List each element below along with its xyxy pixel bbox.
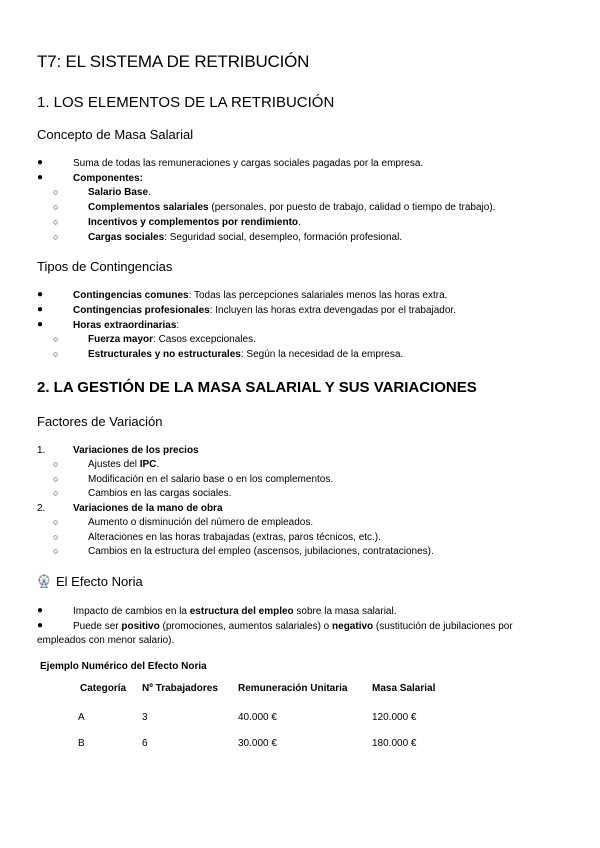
sub-list-item: Modificación en el salario base o en los complementos. [88,474,334,485]
table-cell: 6 [142,738,148,749]
table-cell: B [78,738,85,749]
table-cell: 30.000 € [238,738,277,749]
list-item: Contingencias profesionales: Incluyen las horas extra devengadas por el trabajador. [73,305,456,316]
noria-heading: El Efecto Noria [37,574,143,589]
sub-list-item: Alteraciones en las horas trabajadas (extras, paros técnicos, etc.). [88,532,381,543]
table-cell: 180.000 € [372,738,417,749]
ring-bullet-icon: ○ [53,459,59,469]
list-item-continuation: empleados con menor salario). [37,635,175,646]
tipos-heading: Tipos de Contingencias [37,259,173,274]
ring-bullet-icon: ○ [53,202,59,212]
factores-heading: Factores de Variación [37,414,163,429]
sub-list-item: Ajustes del IPC. [88,459,160,470]
ring-bullet-icon: ○ [53,488,59,498]
sub-list-item: Cargas sociales: Seguridad social, desempleo, formación profesional. [88,232,403,243]
column-header: Categoría [80,683,127,694]
list-item: Suma de todas las remuneraciones y cargas sociales pagadas por la empresa. [73,158,424,169]
sub-list-item: Cambios en las cargas sociales. [88,488,232,499]
sub-list-item: Complementos salariales (personales, por puesto de trabajo, calidad o tiempo de trabajo). [88,202,496,213]
list-item: Componentes: [73,173,143,184]
list-item: Impacto de cambios en la estructura del empleo sobre la masa salarial. [73,606,397,617]
table-cell: A [78,712,85,723]
ferris-wheel-icon [37,574,51,588]
section-1-heading: 1. LOS ELEMENTOS DE LA RETRIBUCIÓN [37,94,335,111]
bullet-icon: ● [37,157,44,168]
bullet-icon: ● [37,620,44,631]
bullet-icon: ● [37,172,44,183]
sub-list-item: Incentivos y complementos por rendimiento. [88,217,301,228]
list-number: 1. [37,445,46,456]
example-table [70,680,435,749]
sub-list-item: Cambios en la estructura del empleo (ascensos, jubilaciones, contrataciones). [88,546,434,557]
list-item: Variaciones de la mano de obra [73,503,223,514]
document-title: T7: EL SISTEMA DE RETRIBUCIÓN [37,52,310,71]
table-cell: 120.000 € [372,712,417,723]
list-item: Variaciones de los precios [73,445,199,456]
sub-list-item: Estructurales y no estructurales: Según la necesidad de la empresa. [88,349,404,360]
list-item: Puede ser positivo (promociones, aumentos salariales) o negativo (sustitución de jubilaciones por [73,621,513,632]
sub-list-item: Fuerza mayor: Casos excepcionales. [88,334,256,345]
list-item: Horas extraordinarias: [73,320,180,331]
ring-bullet-icon: ○ [53,517,59,527]
bullet-icon: ● [37,289,44,300]
bullet-icon: ● [37,319,44,330]
concepto-heading: Concepto de Masa Salarial [37,127,194,142]
sub-list-item: Aumento o disminución del número de empleados. [88,517,314,528]
ring-bullet-icon: ○ [53,474,59,484]
sub-list-item: Salario Base. [88,187,151,198]
ring-bullet-icon: ○ [53,187,59,197]
bullet-icon: ● [37,304,44,315]
table-cell: 40.000 € [238,712,277,723]
table-cell: 3 [142,712,148,723]
column-header: Nº Trabajadores [142,683,218,694]
ring-bullet-icon: ○ [53,532,59,542]
section-2-heading: 2. LA GESTIÓN DE LA MASA SALARIAL Y SUS VARIACIONES [37,379,477,396]
ring-bullet-icon: ○ [53,217,59,227]
column-header: Remuneración Unitaria [238,683,348,694]
ring-bullet-icon: ○ [53,334,59,344]
ring-bullet-icon: ○ [53,546,59,556]
ring-bullet-icon: ○ [53,232,59,242]
table-row [70,697,435,723]
bullet-icon: ● [37,605,44,616]
column-header: Masa Salarial [372,683,436,694]
list-item: Contingencias comunes: Todas las percepciones salariales menos las horas extra. [73,290,448,301]
table-header-row [70,680,435,697]
ring-bullet-icon: ○ [53,349,59,359]
list-number: 2. [37,503,46,514]
ejemplo-heading: Ejemplo Numérico del Efecto Noria [40,661,207,672]
table-row [70,723,435,749]
